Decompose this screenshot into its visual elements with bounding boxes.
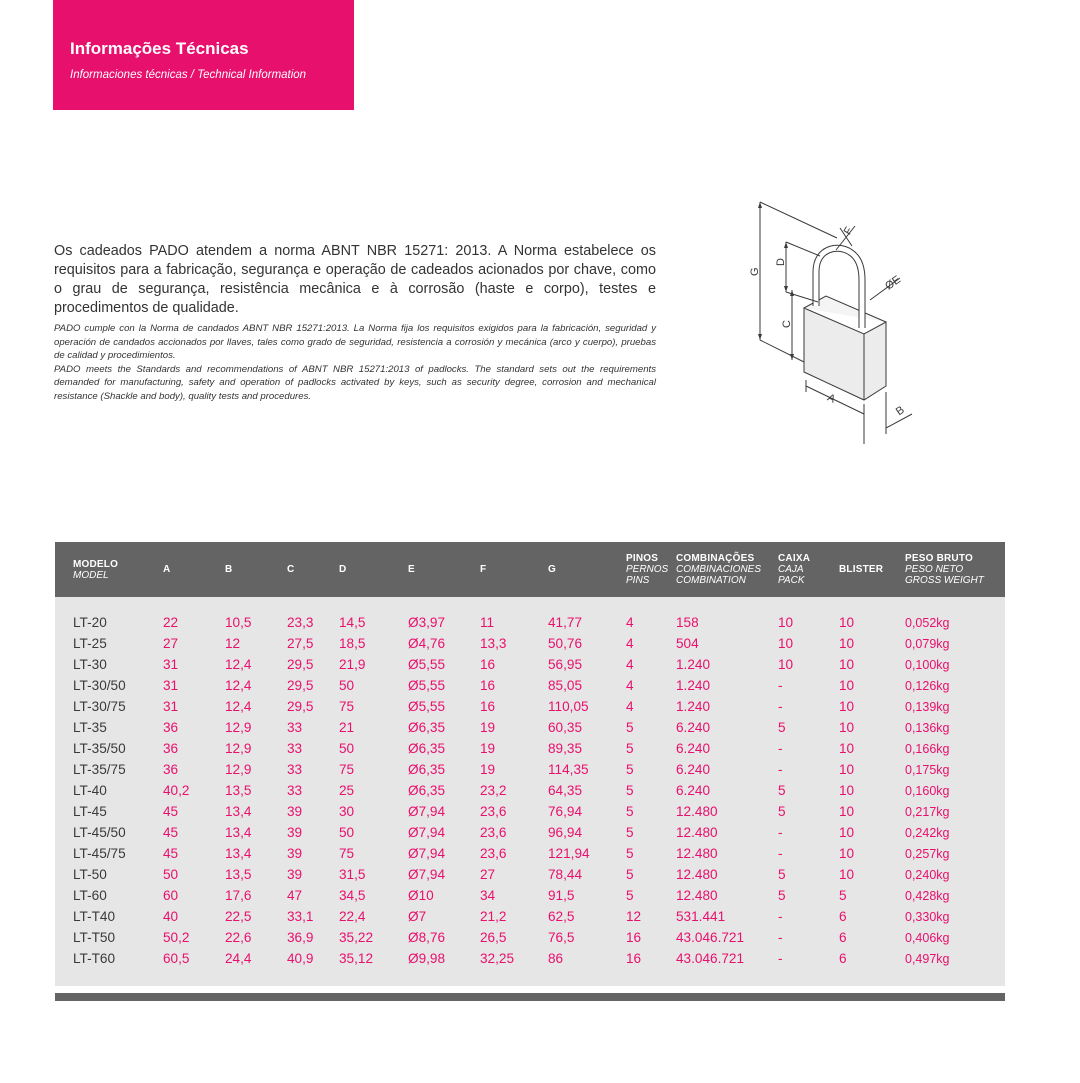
table-cell: 5: [778, 720, 786, 735]
section-title: Informações Técnicas: [70, 39, 249, 58]
table-cell: 6: [839, 951, 847, 966]
table-cell: 10: [778, 615, 794, 630]
table-cell: 50: [339, 678, 355, 693]
table-cell: 45: [163, 804, 179, 819]
table-cell: 33: [287, 741, 303, 756]
table-cell: 12,9: [225, 762, 252, 777]
column-header-title: PESO BRUTO: [905, 553, 973, 564]
table-row: [55, 802, 1005, 823]
table-cell: 6.240: [676, 783, 711, 798]
model-cell: LT-35: [73, 720, 107, 735]
table-header: [55, 542, 1005, 597]
table-cell: Ø6,35: [408, 741, 446, 756]
table-cell: 5: [626, 720, 634, 735]
column-header-title: BLISTER: [839, 564, 884, 575]
table-cell: 43.046.721: [676, 951, 745, 966]
table-cell: 5: [839, 888, 847, 903]
table-cell: 16: [626, 930, 642, 945]
table-cell: 5: [626, 846, 634, 861]
column-header-title: E: [408, 564, 415, 575]
table-cell: Ø6,35: [408, 762, 446, 777]
table-cell: 0,160kg: [905, 784, 950, 798]
table-cell: 110,05: [548, 699, 589, 714]
intro-text: [54, 242, 656, 404]
table-cell: 1.240: [676, 699, 711, 714]
table-cell: 0,428kg: [905, 889, 950, 903]
table-cell: Ø7: [408, 909, 427, 924]
column-header: [339, 542, 346, 597]
table-cell: Ø4,76: [408, 636, 446, 651]
table-cell: 504: [676, 636, 699, 651]
column-header-title: CAIXA: [778, 553, 811, 564]
bottom-divider: [55, 993, 1005, 1001]
table-cell: -: [778, 762, 783, 777]
model-cell: LT-45/75: [73, 846, 126, 861]
table-cell: 16: [480, 678, 496, 693]
table-cell: -: [778, 909, 783, 924]
table-row: [55, 844, 1005, 865]
table-cell: 86: [548, 951, 564, 966]
model-cell: LT-T50: [73, 930, 116, 945]
table-row: [55, 655, 1005, 676]
table-cell: 12: [626, 909, 642, 924]
table-cell: Ø5,55: [408, 699, 446, 714]
table-row: [55, 928, 1005, 949]
table-cell: 12,4: [225, 678, 252, 693]
table-cell: 12: [225, 636, 241, 651]
table-cell: 5: [778, 867, 786, 882]
table-cell: 50: [339, 741, 355, 756]
section-header: [53, 0, 354, 110]
table-cell: 33: [287, 783, 303, 798]
intro-spanish: PADO cumple con la Norma de candados ABNT NBR 15271:2013. La Norma fija los requisitos exigidos para la fabricación, seguridad y operación de candados accionados por llaves, tales como grado de seguridad, resistencia a corrosión y mecánica (arco y cuerpo), pruebas de calidad y procedimientos.: [54, 323, 656, 362]
table-cell: 10,5: [225, 615, 252, 630]
table-cell: 0,079kg: [905, 637, 950, 651]
table-cell: 78,44: [548, 867, 583, 882]
model-cell: LT-50: [73, 867, 107, 882]
model-cell: LT-30/50: [73, 678, 126, 693]
model-cell: LT-30/75: [73, 699, 126, 714]
table-cell: 50,76: [548, 636, 583, 651]
table-cell: 16: [480, 699, 496, 714]
table-cell: 0,052kg: [905, 616, 950, 630]
table-cell: Ø7,94: [408, 825, 446, 840]
table-cell: 10: [778, 636, 794, 651]
column-header: [905, 542, 984, 597]
table-cell: 60,5: [163, 951, 190, 966]
table-cell: 6.240: [676, 720, 711, 735]
table-cell: Ø6,35: [408, 783, 446, 798]
table-cell: 0,126kg: [905, 679, 950, 693]
model-cell: LT-40: [73, 783, 107, 798]
table-cell: 30: [339, 804, 355, 819]
column-header-subtitle: GROSS WEIGHT: [905, 575, 984, 586]
model-cell: LT-30: [73, 657, 107, 672]
table-cell: 5: [626, 762, 634, 777]
table-cell: 19: [480, 741, 496, 756]
table-cell: 114,35: [548, 762, 589, 777]
dimension-label-b: B: [893, 403, 907, 419]
table-cell: 64,35: [548, 783, 583, 798]
table-cell: 14,5: [339, 615, 366, 630]
table-cell: 34: [480, 888, 496, 903]
table-cell: 12,4: [225, 657, 252, 672]
column-header-subtitle: PINS: [626, 575, 650, 586]
table-cell: 0,257kg: [905, 847, 950, 861]
column-header-title: PINOS: [626, 553, 659, 564]
column-header-title: D: [339, 564, 347, 575]
table-cell: 0,217kg: [905, 805, 950, 819]
table-cell: 19: [480, 720, 496, 735]
table-cell: 31: [163, 678, 179, 693]
table-cell: 23,6: [480, 825, 507, 840]
table-cell: Ø5,55: [408, 657, 446, 672]
table-row: [55, 676, 1005, 697]
table-cell: 35,12: [339, 951, 374, 966]
table-cell: 158: [676, 615, 699, 630]
table-cell: 60,35: [548, 720, 583, 735]
table-cell: -: [778, 951, 783, 966]
column-header: [225, 542, 232, 597]
table-cell: 36: [163, 720, 179, 735]
table-cell: 0,406kg: [905, 931, 950, 945]
table-cell: 121,94: [548, 846, 590, 861]
table-cell: Ø3,97: [408, 615, 446, 630]
dimension-label-d: D: [775, 258, 787, 266]
table-cell: 5: [626, 804, 634, 819]
table-cell: 6.240: [676, 741, 711, 756]
table-cell: 5: [626, 741, 634, 756]
table-cell: Ø9,98: [408, 951, 446, 966]
table-cell: 12,4: [225, 699, 252, 714]
table-cell: 21,9: [339, 657, 366, 672]
table-cell: 10: [839, 783, 855, 798]
table-cell: 34,5: [339, 888, 366, 903]
technical-table: [55, 542, 1005, 986]
table-cell: 4: [626, 636, 634, 651]
table-cell: 39: [287, 804, 303, 819]
table-cell: 43.046.721: [676, 930, 745, 945]
table-cell: 11: [480, 615, 495, 630]
table-cell: 1.240: [676, 657, 711, 672]
table-cell: 19: [480, 762, 496, 777]
table-cell: 13,3: [480, 636, 507, 651]
table-cell: 23,6: [480, 846, 507, 861]
dimension-label-e: ØE: [883, 273, 903, 293]
table-cell: 12.480: [676, 867, 718, 882]
dimension-label-g: G: [749, 267, 761, 276]
table-cell: 13,4: [225, 846, 252, 861]
column-header-title: A: [163, 564, 171, 575]
column-header-subtitle: PERNOS: [626, 564, 669, 575]
table-cell: 33,1: [287, 909, 314, 924]
table-cell: 22: [163, 615, 179, 630]
table-cell: 29,5: [287, 678, 314, 693]
column-header-title: COMBINAÇÕES: [676, 553, 755, 564]
model-cell: LT-60: [73, 888, 107, 903]
table-cell: 5: [626, 888, 634, 903]
table-cell: 17,6: [225, 888, 252, 903]
table-cell: -: [778, 678, 783, 693]
table-cell: 0,139kg: [905, 700, 950, 714]
table-cell: 41,77: [548, 615, 583, 630]
table-cell: 0,497kg: [905, 952, 950, 966]
column-header-subtitle: CAJA: [778, 564, 804, 575]
table-cell: Ø6,35: [408, 720, 446, 735]
table-row: [55, 718, 1005, 739]
padlock-dimension-diagram: [740, 190, 930, 455]
column-header: [480, 542, 486, 597]
table-cell: 10: [839, 636, 855, 651]
table-cell: 0,240kg: [905, 868, 950, 882]
table-cell: 36: [163, 762, 179, 777]
table-cell: 5: [778, 783, 786, 798]
table-cell: 23,6: [480, 804, 507, 819]
table-cell: 45: [163, 825, 179, 840]
table-cell: 21,2: [480, 909, 507, 924]
table-cell: 10: [839, 741, 855, 756]
table-cell: 12,9: [225, 741, 252, 756]
table-cell: 36: [163, 741, 179, 756]
table-cell: 76,94: [548, 804, 583, 819]
column-header: [676, 542, 761, 597]
table-cell: 62,5: [548, 909, 575, 924]
table-cell: 24,4: [225, 951, 252, 966]
table-row: [55, 760, 1005, 781]
column-header: [163, 542, 170, 597]
table-cell: 16: [626, 951, 642, 966]
table-cell: 50,2: [163, 930, 190, 945]
table-cell: 6.240: [676, 762, 711, 777]
table-cell: 0,175kg: [905, 763, 950, 777]
table-cell: 0,242kg: [905, 826, 950, 840]
table-cell: 6: [839, 909, 847, 924]
dimension-label-a: A: [825, 391, 838, 406]
intro-english: PADO meets the Standards and recommendations of ABNT NBR 15271:2013 of padlocks. The standard sets out the requirements demanded for manufacturing, safety and operation of padlocks activated by keys, such as security degree, corrosion and mechanical resistance (Shackle and body), quality tests and procedures.: [54, 363, 656, 402]
table-cell: 22,4: [339, 909, 366, 924]
table-cell: 75: [339, 699, 355, 714]
table-cell: 31: [163, 699, 179, 714]
column-header: [287, 542, 294, 597]
table-cell: 33: [287, 762, 303, 777]
column-header-title: MODELO: [73, 558, 119, 570]
table-cell: 13,5: [225, 867, 252, 882]
table-cell: 21: [339, 720, 355, 735]
model-cell: LT-T40: [73, 909, 116, 924]
table-body: [55, 613, 1005, 970]
padlock-body: [804, 308, 886, 400]
table-cell: 39: [287, 867, 303, 882]
table-cell: Ø10: [408, 888, 434, 903]
table-cell: 5: [626, 867, 634, 882]
table-cell: 531.441: [676, 909, 726, 924]
table-cell: 50: [163, 867, 179, 882]
table-cell: 1.240: [676, 678, 711, 693]
table-cell: 5: [626, 825, 634, 840]
table-row: [55, 781, 1005, 802]
table-cell: 96,94: [548, 825, 583, 840]
table-cell: 10: [839, 762, 855, 777]
table-cell: 4: [626, 678, 634, 693]
table-cell: Ø7,94: [408, 804, 446, 819]
table-cell: -: [778, 741, 783, 756]
table-cell: Ø5,55: [408, 678, 446, 693]
table-row: [55, 865, 1005, 886]
table-cell: 12.480: [676, 804, 718, 819]
column-header-title: B: [225, 564, 233, 575]
table-cell: 10: [839, 825, 855, 840]
table-cell: 27,5: [287, 636, 314, 651]
table-cell: 32,25: [480, 951, 515, 966]
table-cell: 10: [839, 804, 855, 819]
table-cell: 36,9: [287, 930, 314, 945]
table-cell: 5: [778, 888, 786, 903]
table-cell: 89,35: [548, 741, 583, 756]
model-cell: LT-25: [73, 636, 107, 651]
table-cell: 31: [163, 657, 179, 672]
table-cell: 25: [339, 783, 355, 798]
table-cell: 91,5: [548, 888, 575, 903]
table-cell: 60: [163, 888, 179, 903]
section-subtitle: Informaciones técnicas / Technical Information: [70, 69, 307, 81]
model-cell: LT-T60: [73, 951, 116, 966]
table-cell: -: [778, 930, 783, 945]
table-cell: 47: [287, 888, 303, 903]
table-cell: 45: [163, 846, 179, 861]
table-cell: 13,4: [225, 825, 252, 840]
table-cell: -: [778, 699, 783, 714]
intro-portuguese: Os cadeados PADO atendem a norma ABNT NBR 15271: 2013. A Norma estabelece os requisitos para a fabricação, segurança e operação de cadeados acionados por chave, como o grau de segurança, resistência mecânica e à corrosão (haste e corpo), testes e procedimentos de qualidade.: [54, 243, 656, 316]
table-cell: 22,6: [225, 930, 252, 945]
table-cell: 50: [339, 825, 355, 840]
table-cell: 85,05: [548, 678, 583, 693]
table-cell: 13,4: [225, 804, 252, 819]
table-cell: 0,100kg: [905, 658, 950, 672]
table-cell: 10: [839, 678, 855, 693]
column-header-subtitle: PESO NETO: [905, 564, 964, 575]
table-cell: 33: [287, 720, 303, 735]
table-cell: 31,5: [339, 867, 366, 882]
model-cell: LT-35/75: [73, 762, 126, 777]
dimension-label-f: F: [841, 225, 856, 237]
table-cell: 10: [839, 720, 855, 735]
table-cell: 4: [626, 615, 634, 630]
table-cell: 12.480: [676, 846, 718, 861]
model-cell: LT-45: [73, 804, 107, 819]
model-cell: LT-20: [73, 615, 107, 630]
table-row: [55, 739, 1005, 760]
table-cell: 76,5: [548, 930, 575, 945]
table-cell: Ø8,76: [408, 930, 446, 945]
table-cell: 10: [839, 657, 855, 672]
table-cell: 10: [839, 615, 855, 630]
column-header-subtitle: COMBINATION: [676, 575, 746, 586]
table-cell: 40,9: [287, 951, 314, 966]
model-cell: LT-45/50: [73, 825, 126, 840]
table-cell: 40: [163, 909, 179, 924]
table-cell: 26,5: [480, 930, 507, 945]
table-cell: 35,22: [339, 930, 374, 945]
table-cell: 5: [626, 783, 634, 798]
column-header: [73, 542, 118, 597]
table-cell: 6: [839, 930, 847, 945]
table-cell: 18,5: [339, 636, 366, 651]
table-cell: Ø7,94: [408, 867, 446, 882]
table-cell: 56,95: [548, 657, 583, 672]
dimension-label-c: C: [781, 320, 793, 328]
table-cell: 0,166kg: [905, 742, 950, 756]
table-cell: 4: [626, 699, 634, 714]
table-cell: 10: [839, 867, 855, 882]
table-cell: 75: [339, 762, 355, 777]
table-cell: Ø7,94: [408, 846, 446, 861]
table-row: [55, 697, 1005, 718]
column-header: [839, 542, 883, 597]
table-cell: 0,136kg: [905, 721, 950, 735]
column-header-subtitle: COMBINACIONES: [676, 564, 762, 575]
column-header-subtitle: PACK: [778, 575, 805, 586]
column-header-title: C: [287, 564, 295, 575]
table-row: [55, 886, 1005, 907]
table-cell: 39: [287, 846, 303, 861]
table-cell: 4: [626, 657, 634, 672]
table-row: [55, 613, 1005, 634]
table-cell: 22,5: [225, 909, 252, 924]
column-header: [626, 542, 668, 597]
table-cell: 29,5: [287, 657, 314, 672]
column-header-subtitle: MODEL: [73, 569, 109, 581]
table-row: [55, 634, 1005, 655]
table-cell: -: [778, 825, 783, 840]
column-header: [408, 542, 415, 597]
table-cell: 40,2: [163, 783, 190, 798]
table-cell: 10: [778, 657, 794, 672]
table-row: [55, 823, 1005, 844]
column-header-title: G: [548, 564, 556, 575]
table-cell: 13,5: [225, 783, 252, 798]
table-cell: 75: [339, 846, 355, 861]
table-cell: 10: [839, 846, 855, 861]
column-header: [778, 542, 810, 597]
table-cell: 29,5: [287, 699, 314, 714]
table-cell: 27: [163, 636, 179, 651]
table-cell: 12.480: [676, 888, 718, 903]
table-cell: 23,2: [480, 783, 507, 798]
table-cell: 0,330kg: [905, 910, 950, 924]
table-cell: 12,9: [225, 720, 252, 735]
table-cell: -: [778, 846, 783, 861]
column-header: [548, 542, 556, 597]
table-cell: 5: [778, 804, 786, 819]
column-header-title: F: [480, 564, 487, 575]
table-cell: 12.480: [676, 825, 718, 840]
table-cell: 23,3: [287, 615, 314, 630]
table-cell: 10: [839, 699, 855, 714]
table-cell: 27: [480, 867, 496, 882]
table-row: [55, 907, 1005, 928]
table-cell: 16: [480, 657, 496, 672]
model-cell: LT-35/50: [73, 741, 126, 756]
table-cell: 39: [287, 825, 303, 840]
table-row: [55, 949, 1005, 970]
